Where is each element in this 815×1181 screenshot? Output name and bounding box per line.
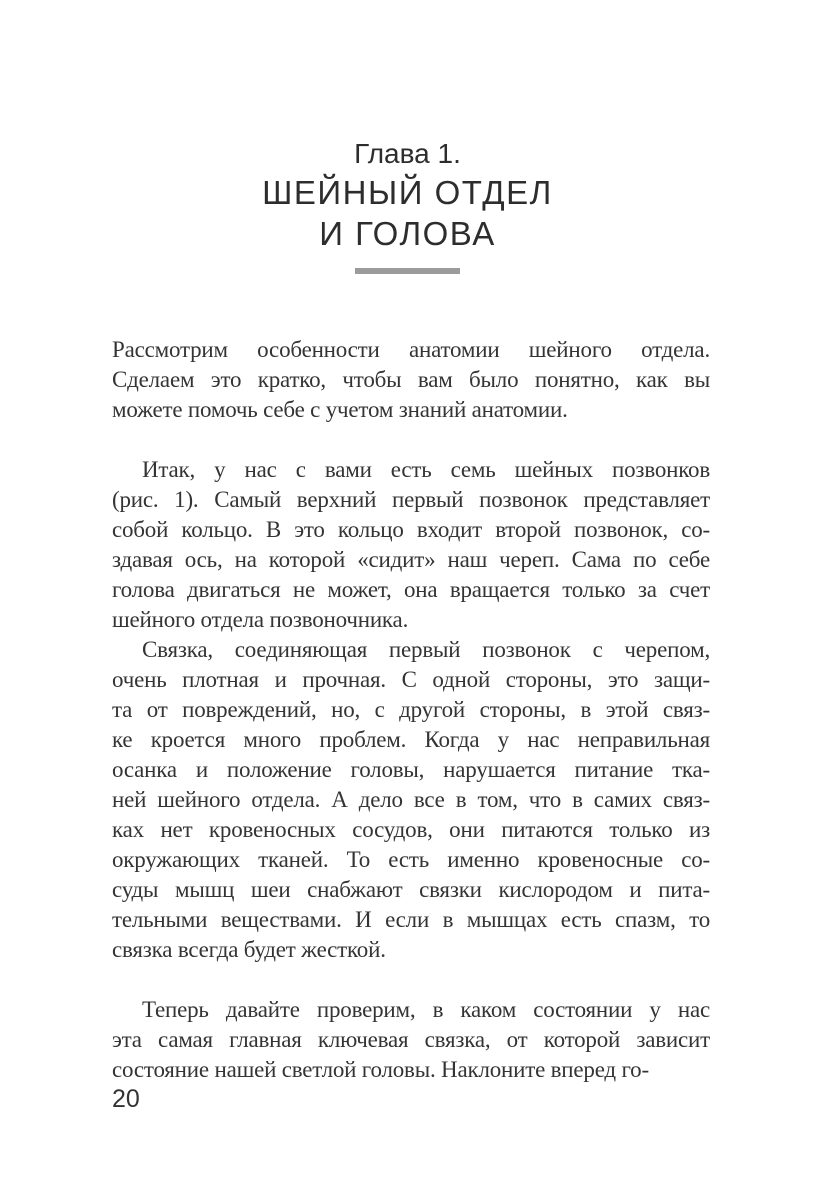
paragraph — [112, 455, 710, 635]
body-text — [112, 335, 710, 1085]
text-line: суды мышц шеи снабжают связки кислородом и пита- — [112, 877, 710, 902]
text-line: окружающих тканей. То есть именно кровеносные со- — [112, 847, 710, 872]
chapter-title-line-2: И ГОЛОВА — [319, 215, 496, 252]
text-line: ке кроется много проблем. Когда у нас неправильная — [112, 727, 710, 752]
chapter-number: Глава 1. — [354, 138, 461, 169]
text-line: собой кольцо. В это кольцо входит второй позвонок, со- — [112, 517, 710, 542]
text-line: эта самая главная ключевая связка, от которой зависит — [112, 1027, 710, 1052]
text-line: можете помочь себе с учетом знаний анатомии. — [112, 397, 568, 422]
paragraph — [112, 635, 710, 965]
text-line: Связка, соединяющая первый позвонок с черепом, — [142, 637, 710, 662]
chapter-title-line-1: ШЕЙНЫЙ ОТДЕЛ — [262, 174, 553, 211]
text-line: шейного отдела позвоночника. — [112, 607, 409, 632]
text-line: Сделаем это кратко, чтобы вам было понятно, как вы — [112, 367, 710, 392]
text-line: тельными веществами. И если в мышцах есть спазм, то — [112, 907, 710, 932]
paragraph — [112, 335, 710, 425]
text-line: связка всегда будет жесткой. — [112, 937, 386, 962]
text-line: ках нет кровеносных сосудов, они питаются только из — [112, 817, 710, 842]
text-line: здавая ось, на которой «сидит» наш череп. Сама по себе — [112, 547, 710, 572]
text-line: состояние нашей светлой головы. Наклоните вперед го- — [112, 1057, 649, 1082]
text-line: ней шейного отдела. А дело все в том, что в самих связ- — [112, 787, 710, 812]
text-line: очень плотная и прочная. С одной стороны, это защи- — [112, 667, 710, 692]
text-line: (рис. 1). Самый верхний первый позвонок представляет — [112, 487, 710, 512]
chapter-divider-rule — [355, 268, 460, 274]
text-line: голова двигаться не может, она вращается только за счет — [112, 577, 710, 602]
paragraph — [112, 995, 710, 1085]
chapter-heading — [0, 136, 815, 274]
text-line: Теперь давайте проверим, в каком состоянии у нас — [142, 997, 710, 1022]
text-line: Итак, у нас с вами есть семь шейных позвонков — [142, 457, 710, 482]
page-number: 20 — [112, 1085, 140, 1113]
text-line: осанка и положение головы, нарушается питание тка- — [112, 757, 710, 782]
text-line: Рассмотрим особенности анатомии шейного отдела. — [112, 337, 710, 362]
text-line: та от повреждений, но, с другой стороны, в этой связ- — [112, 697, 710, 722]
